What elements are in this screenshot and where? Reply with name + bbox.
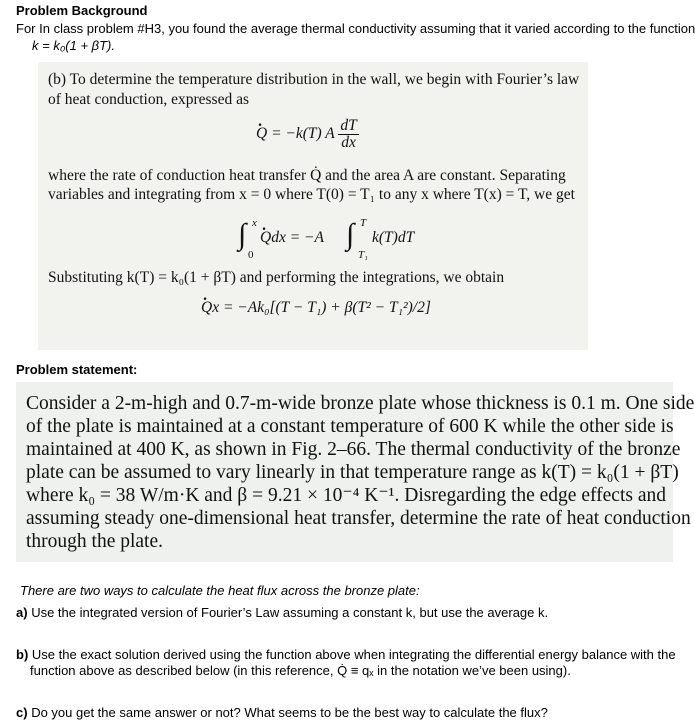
excerpt-para2-line1: where the rate of conduction heat transfer Q̇ and the area A are constant. Separating [48, 167, 566, 184]
question-a-text: Use the integrated version of Fourier’s Law assuming a constant k, but use the average k. [31, 605, 549, 620]
question-c-text: Do you get the same answer or not? What seems to be the best way to calculate the flux? [31, 705, 548, 720]
excerpt-para1-line2: of heat conduction, expressed as [48, 91, 250, 108]
fourier-law-equation: Q · = −k(T) A $\frac{dT}{dx}$ [256, 118, 359, 151]
result-equation: Q ·x = −Ak₀[(T − T₁) + β(T² − T₁²)/2] [201, 298, 431, 317]
excerpt-para1-line1: (b) To determine the temperature distribution in the wall, we begin with Fourier’s law [48, 71, 580, 88]
statement-line: where k₀ = 38 W/m·K and β = 9.21 × 10⁻⁴ K⁻¹. Disregarding the edge effects and [26, 485, 666, 506]
problem-statement-box [16, 382, 695, 562]
statement-line: maintained at 400 K, as shown in Fig. 2–66. The thermal conductivity of the bronze [26, 439, 681, 460]
question-b [16, 647, 676, 663]
textbook-excerpt-box [38, 62, 588, 350]
statement-line: assuming steady one-dimensional heat transfer, determine the rate of heat conduction [26, 508, 691, 529]
problem-statement-heading: Problem statement: [16, 362, 138, 377]
question-b-label: b) [16, 647, 29, 662]
statement-line: through the plate. [26, 531, 164, 552]
background-intro: For In class problem #H3, you found the average thermal conductivity assuming that it varied according to the function [16, 21, 695, 36]
problem-background-heading: Problem Background [16, 3, 148, 18]
background-function: k = k₀(1 + βT). [32, 38, 115, 53]
question-c [16, 705, 548, 721]
question-b-text-line2: function above as described below (in this reference, Q̇ ≡ qₓ in the notation we’ve been using). [30, 663, 571, 678]
question-c-label: c) [16, 705, 28, 720]
question-a [16, 605, 548, 621]
excerpt-para3: Substituting k(T) = k₀(1 + βT) and performing the integrations, we obtain [48, 269, 505, 286]
excerpt-para2-line2: variables and integrating from x = 0 where T(0) = T₁ to any x where T(x) = T, we get [48, 186, 575, 203]
statement-line: Consider a 2-m-high and 0.7-m-wide bronze plate whose thickness is 0.1 m. One side [26, 393, 695, 414]
statement-line: of the plate is maintained at a constant temperature of 600 K while the other side is [26, 416, 674, 437]
question-a-label: a) [16, 605, 28, 620]
question-b-text-line1: Use the exact solution derived using the function above when integrating the differential energy balance with the [31, 647, 676, 662]
integral-equation: ∫ x 0 Q ·dx = −A ∫ T T₁ k(T)dT [238, 214, 458, 260]
statement-line: plate can be assumed to vary linearly in that temperature range as k(T) = k₀(1 + βT) [26, 462, 679, 483]
two-ways-intro: There are two ways to calculate the heat flux across the bronze plate: [20, 583, 420, 598]
